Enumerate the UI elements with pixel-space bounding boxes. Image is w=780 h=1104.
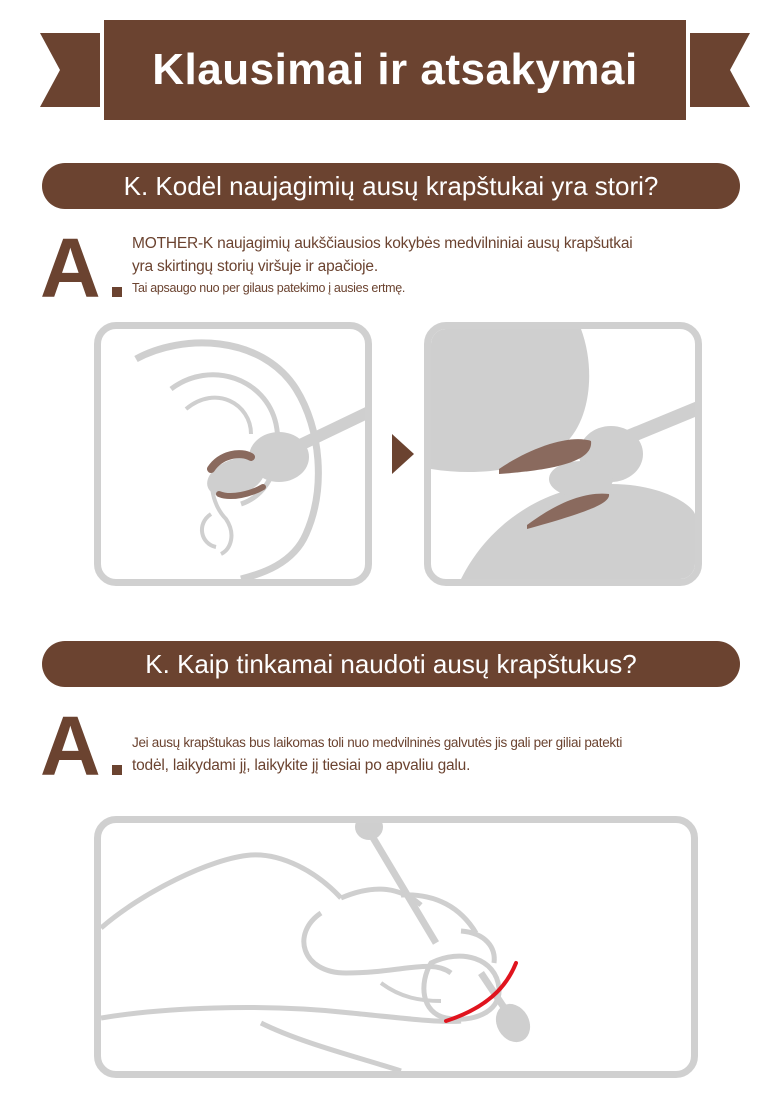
ear-illustration-panel [94,322,372,586]
page-title: Klausimai ir atsakymai [104,20,686,120]
answer-2-letter: A [40,699,101,793]
answer-2-line-1: Jei ausų krapštukas bus laikomas toli nuo medvilninės galvutės jis gali per giliai patekti [132,735,623,750]
question-2-pill: K. Kaip tinkamai naudoti ausų krapštukus? [42,641,740,687]
answer-2-text [132,731,622,777]
question-1-pill: K. Kodėl naujagimių ausų krapštukai yra stori? [42,163,740,209]
ribbon-left-tail [40,33,100,107]
answer-1-dot [112,287,122,297]
answer-1-line-3: Tai apsaugo nuo per gilaus patekimo į ausies ertmę. [132,281,406,295]
ear-with-swab-illustration [101,329,365,579]
arrow-right-icon [392,434,414,474]
ribbon-right-tail [690,33,750,107]
hand-holding-swab-illustration [101,823,691,1071]
answer-2-dot [112,765,122,775]
header-banner [0,0,780,130]
hand-holding-swab-panel [94,816,698,1078]
answer-1-text [132,232,633,298]
answer-2-line-2: todėl, laikydami jį, laikykite jį tiesiai po apvaliu galu. [132,757,471,774]
answer-1-letter: A [40,221,101,315]
ear-canal-closeup-panel [424,322,702,586]
answer-1-line-1: MOTHER-K naujagimių aukščiausios kokybės medvilniniai ausų krapšutkai [132,235,633,252]
answer-1-line-2: yra skirtingų storių viršuje ir apačioje. [132,258,378,275]
ear-canal-closeup-illustration [431,329,695,579]
